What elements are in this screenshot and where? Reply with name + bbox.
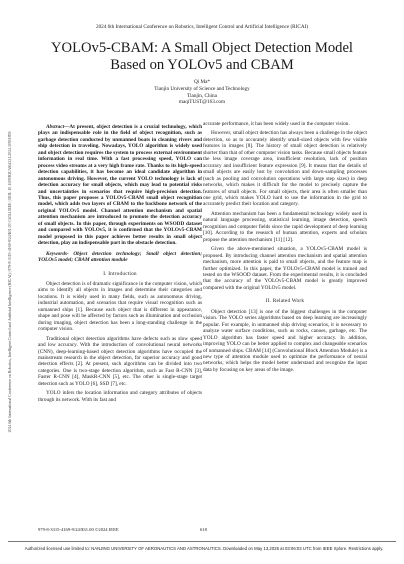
side-doi-note: 2024 6th International Conference on Robotics, Intelligent Control and Artificial Intelligence (RICAI) | 979-8-3315-4169-9/24/$31.00 ©2024 IEEE | DOI: 10.1109/RICAI64321.2024.10911859 xyxy=(8,131,12,433)
intro-paragraph-3: YOLO infers the location information and category attributes of objects through its network. With its fast and xyxy=(38,390,202,403)
right-paragraph-1: accurate performance, it has been widely used in the computer vision. xyxy=(203,121,350,127)
page-number: 618 xyxy=(200,527,207,532)
author-email: maqiTUST@163.com xyxy=(178,99,226,106)
title-line-2: Based on YOLOv5 and CBAM xyxy=(110,57,294,73)
right-paragraph-2: However, small object detection has always been a challenge in the object detection, so as to accurately identify small-sized objects with few visible features in images [8]. The history of small object detection is relatively shorter than that of other computer vision tasks. Because small objects feature the less image coverage area, insufficient resolution, lack of position accuracy and insufficient feature expression [9]. It means that the details of small objects are easily lost by convolution and down-sampling processes (such as pooling and convolution operations with large step sizes) in deep networks, which makes it difficult for the model to precisely capture the features of small objects. For small objects, their area is often smaller than one grid, which makes YOLO hard to use the information in the grid to accurately predict their location and category. xyxy=(203,130,367,208)
author-name: Qi Ma* xyxy=(194,79,210,85)
page-footer xyxy=(38,527,368,532)
paper-title xyxy=(40,40,364,74)
keywords-label: Keywords- xyxy=(46,250,69,257)
author-affiliation: Tianjin University of Science and Technology xyxy=(154,85,250,92)
title-line-1: YOLOv5-CBAM: A Small Object Detection Model xyxy=(51,40,353,56)
authorized-use-note: Authorized licensed use limited to: NANJING UNIVERSITY OF AERONAUTICS AND ASTRONAUTICS. Downloaded on May 13,2025 at 03:06:03 UTC from IEEE Xplore. Restrictions apply. xyxy=(24,546,384,551)
right-paragraph-5: Object detection [13] is one of the biggest challenges in the computer vision. The YOLO series algorithms based on deep learning are increasingly popular. For example, in unmanned ship driving scenarios, it is necessary to analyze water surface conditions, such as rocks, canoes, garbage, etc. The YOLO algorithm has faster speed and higher accuracy. In addition, improving YOLO can be better applied to complex and changeable scenarios of unmanned ships. CBAM [14] (Convolutional Block Attention Module) is a new type of attention module used to optimize the performance of neural networks, which helps the model better understand and recognize the input data by focusing on key areas of the image. xyxy=(203,308,367,373)
section-heading-introduction: I. Introduction xyxy=(103,270,137,277)
left-column xyxy=(38,124,202,403)
abstract xyxy=(38,124,202,247)
intro-paragraph-2: Traditional object detection algorithms have defects such as slow speed and low accuracy. With the introduction of convolutional neural networks (CNN), deep-learning-based object detection algorithms have occupied the mainstream research in the object detection, for superior accuracy and good detection effects [2]. At present, such algorithms can be divided into two categories. One is two-stage detection algorithm, such as Fast R-CNN [3], Faster R-CNN [4], MaskR-CNN [5], etc. The other is single-stage target detection such as YOLO [6], SSD [7], etc. xyxy=(38,335,202,387)
right-paragraph-4: Given the above-mentioned situation, a YOLOv5-CBAM model is proposed. By introducing channel attention mechanism and spatial attention mechanism, more attention is paid to small objects, and the feature map is further optimized. In this paper, the YOLOv5-CBAM model is trained and tested on the WSOOD dataset. From the experimental results, it is concluded that the accuracy of the YOLOv5-CBAM model is greatly improved compared with the original YOLOv5 model. xyxy=(203,246,367,291)
footer-isbn: 979-8-3315-4169-9/24/$31.00 ©2024 IEEE xyxy=(38,527,119,532)
footer-divider xyxy=(8,541,396,542)
intro-paragraph-1: Object detection is of dramatic significance in the computer vision, which aims to identify all objects in images and determine their categories and locations. It is widely used in many fields, such as autonomous driving, industrial automation, and scenarios that require visual recognition such as unmanned ships [1]. Because each object that is different in appearance, shape and pose will be affected by factors such as illumination and occlusion during imaging, object detection has been a long-standing challenge in the computer vision. xyxy=(38,280,202,333)
abstract-label: Abstract— xyxy=(46,124,70,130)
right-column xyxy=(203,121,367,373)
right-paragraph-3: Attention mechanism has been a fundamental technology widely used in natural language processing, statistical learning, image detection, speech recognition and computer fields since the rapid development of deep learning [10]. According to the research of human attention, experts and scholars propose the attention mechanism [11] [12]. xyxy=(203,210,367,243)
abstract-text: At present, object detection is a crucial technology, which plays an indispensable role in the field of object recognition, such as garbage detection conducted by unmanned boats in cleaning rivers and ship detection in traveling. Nowadays, YOLO algorithm is widely used and object detection requires the system to process external environment information in real time. With a fast processing speed, YOLO can process video streams at a very high frame rate. Thanks to its high-speed detection capabilities, it has become an ideal candidate algorithm in autonomous driving. However, the current YOLO technology is lack of detection accuracy for small objects, which may lead to potential risks and uncertainties in scenarios that require high-precision detection. Thus, this paper proposes a YOLOv5-CBAM small object recognition model, which adds two layers of CBAM to the backbone network of the original YOLOv5 model. Channel attention mechanism and spatial attention mechanism are introduced to promote the detection accuracy of small objects. In this paper, through experiments on WSODD dataset and compared with YOLOv5, it is confirmed that the YOLOv5-CBAM model proposed in this paper achieves better results in small object detection, play an indispensable part in the obstacle detection. xyxy=(38,124,202,247)
section-heading-related-work: II. Related Work xyxy=(265,298,305,305)
author-block xyxy=(40,79,364,106)
conference-header: 2024 6th International Conference on Robotics, Intelligent Control and Artificial Intelligence (RICAI) xyxy=(95,24,309,30)
author-city: Tianjin, China xyxy=(187,92,217,99)
keywords xyxy=(38,251,202,264)
keywords-text: Object detection technology; Small object detection; YOLOv5 model; CBAM attention module xyxy=(38,250,202,264)
